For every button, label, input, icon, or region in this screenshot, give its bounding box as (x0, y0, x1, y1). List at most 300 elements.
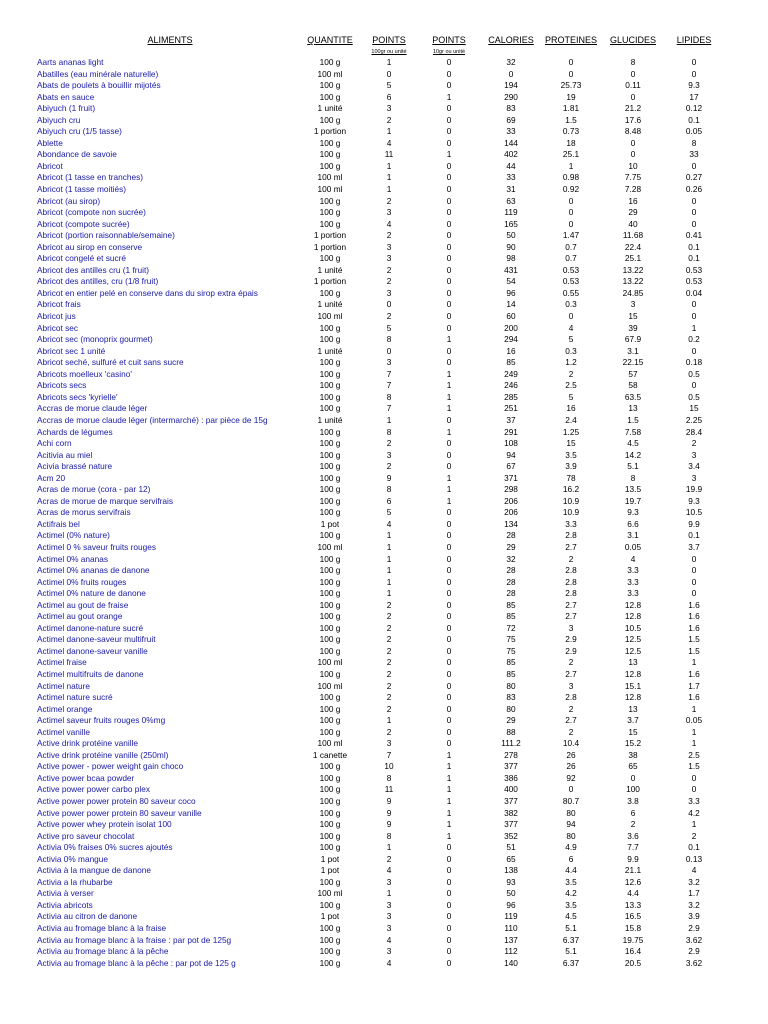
lipides-cell: 1.6 (688, 599, 700, 610)
points-100gr-cell: 2 (386, 599, 392, 610)
glucides-cell: 1.5 (627, 414, 639, 425)
food-name-cell: Activia a la rhubarbe (37, 876, 113, 887)
points-10gr-cell: 1 (446, 830, 452, 841)
glucides-cell: 17.6 (624, 114, 642, 125)
points-10gr-cell: 0 (446, 957, 452, 968)
proteines-cell: 3.5 (565, 899, 577, 910)
lipides-cell: 0 (691, 160, 697, 171)
calories-cell: 110 (504, 923, 518, 934)
points-100gr-cell: 2 (386, 680, 392, 691)
food-name-cell: Actimel 0% nature de danone (37, 588, 146, 599)
quantity-cell: 100 ml (317, 68, 343, 79)
calories-cell: 75 (506, 634, 516, 645)
glucides-cell: 39 (628, 322, 638, 333)
lipides-cell: 33 (689, 149, 699, 160)
calories-cell: 96 (506, 287, 516, 298)
points-10gr-cell: 0 (446, 311, 452, 322)
table-row (0, 842, 768, 854)
proteines-cell: 3.5 (565, 876, 577, 887)
quantity-cell: 100 ml (317, 541, 343, 552)
food-name-cell: Actimel nature sucré (37, 692, 113, 703)
points-10gr-cell: 0 (446, 634, 452, 645)
points-10gr-cell: 0 (446, 160, 452, 171)
lipides-cell: 0.1 (688, 241, 700, 252)
proteines-cell: 0.98 (562, 172, 580, 183)
calories-cell: 134 (504, 518, 518, 529)
quantity-cell: 100 g (319, 692, 341, 703)
calories-cell: 16 (506, 345, 516, 356)
calories-cell: 32 (506, 553, 516, 564)
glucides-cell: 16.5 (624, 911, 642, 922)
points-10gr-cell: 0 (446, 657, 452, 668)
glucides-cell: 15.2 (624, 738, 642, 749)
quantity-cell: 100 g (319, 796, 341, 806)
table-row (0, 911, 768, 923)
points-10gr-cell: 0 (446, 946, 452, 957)
points-10gr-cell: 0 (446, 207, 452, 218)
food-name-cell: Accras de morue claude léger (intermarché) : par pièce de 15g (37, 414, 268, 425)
calories-cell: 31 (506, 184, 516, 195)
proteines-cell: 16 (566, 403, 576, 414)
calories-cell: 85 (506, 657, 516, 668)
table-row (0, 888, 768, 900)
table-row (0, 865, 768, 877)
glucides-cell: 13.22 (622, 264, 644, 275)
table-row (0, 750, 768, 762)
food-name-cell: Activia à verser (37, 888, 94, 899)
quantity-cell: 100 g (319, 57, 341, 67)
glucides-cell: 3.3 (627, 588, 639, 599)
lipides-cell: 0 (691, 553, 697, 564)
table-row (0, 392, 768, 404)
calories-cell: 28 (506, 565, 516, 576)
glucides-cell: 0 (630, 772, 636, 783)
points-10gr-cell: 1 (446, 819, 452, 830)
quantity-cell: 100 g (319, 946, 341, 957)
table-row (0, 738, 768, 750)
points-10gr-cell: 0 (446, 923, 452, 934)
table-row (0, 242, 768, 254)
proteines-cell: 16.2 (562, 484, 580, 495)
points-100gr-cell: 1 (386, 715, 392, 726)
quantity-cell: 100 g (319, 599, 341, 610)
lipides-cell: 1.6 (688, 611, 700, 622)
calories-cell: 377 (504, 819, 518, 830)
quantity-cell: 100 g (319, 899, 341, 910)
points-10gr-cell: 1 (446, 380, 452, 391)
quantity-cell: 1 unité (317, 264, 343, 275)
points-10gr-cell: 0 (446, 80, 452, 91)
points-10gr-cell: 1 (446, 334, 452, 345)
proteines-cell: 3.9 (565, 461, 577, 472)
proteines-cell: 0 (568, 207, 574, 218)
proteines-cell: 3 (568, 680, 574, 691)
table-row (0, 946, 768, 958)
proteines-cell: 5 (568, 334, 574, 345)
calories-cell: 400 (504, 784, 518, 795)
table-row (0, 103, 768, 115)
quantity-cell: 1 pot (320, 853, 340, 864)
calories-cell: 206 (504, 507, 518, 518)
proteines-cell: 2.5 (565, 380, 577, 391)
points-10gr-cell: 1 (446, 403, 452, 414)
lipides-cell: 0 (691, 576, 697, 587)
quantity-cell: 100 g (319, 830, 341, 841)
lipides-cell: 3.62 (685, 934, 703, 945)
calories-cell: 371 (504, 472, 518, 483)
points-10gr-cell: 0 (446, 911, 452, 922)
food-name-cell: Actimel nature (37, 680, 91, 691)
quantity-cell: 100 g (319, 611, 341, 622)
glucides-cell: 7.28 (624, 184, 642, 195)
quantity-cell: 100 g (319, 391, 341, 402)
calories-cell: 67 (506, 461, 516, 472)
proteines-cell: 2.9 (565, 645, 577, 656)
food-name-cell: Abricot en entier pelé en conserve dans du sirop extra épais (37, 287, 258, 298)
table-row (0, 784, 768, 796)
points-10gr-cell: 1 (446, 391, 452, 402)
calories-cell: 108 (504, 438, 518, 449)
lipides-cell: 1.7 (688, 888, 700, 899)
table-row (0, 542, 768, 554)
calories-cell: 72 (506, 622, 516, 633)
food-name-cell: Activia au fromage blanc à la pêche : par pot de 125 g (37, 957, 236, 968)
glucides-cell: 8 (630, 472, 636, 483)
calories-cell: 75 (506, 645, 516, 656)
proteines-cell: 80 (566, 830, 576, 841)
lipides-cell: 9.9 (688, 518, 700, 529)
lipides-cell: 0 (691, 207, 697, 218)
header-proteines: PROTEINES (544, 35, 597, 45)
food-name-cell: Acras de morus servifrais (37, 507, 131, 518)
lipides-cell: 0.26 (685, 184, 703, 195)
points-10gr-cell: 0 (446, 230, 452, 241)
proteines-cell: 10.9 (562, 507, 580, 518)
lipides-cell: 1.6 (688, 668, 700, 679)
points-100gr-cell: 2 (386, 230, 392, 241)
lipides-cell: 0.1 (688, 842, 700, 853)
quantity-cell: 100 g (319, 876, 341, 887)
calories-cell: 386 (504, 772, 518, 783)
glucides-cell: 4 (630, 553, 636, 564)
points-100gr-cell: 3 (386, 207, 392, 218)
points-100gr-cell: 2 (386, 634, 392, 645)
table-row (0, 796, 768, 808)
proteines-cell: 6 (568, 853, 574, 864)
table-row (0, 69, 768, 81)
calories-cell: 119 (504, 911, 518, 922)
proteines-cell: 3 (568, 622, 574, 633)
glucides-cell: 58 (628, 380, 638, 391)
lipides-cell: 0 (691, 311, 697, 322)
proteines-cell: 4 (568, 322, 574, 333)
quantity-cell: 100 g (319, 253, 341, 264)
points-10gr-cell: 0 (446, 287, 452, 298)
glucides-cell: 29 (628, 207, 638, 218)
proteines-cell: 4.9 (565, 842, 577, 853)
glucides-cell: 12.8 (624, 692, 642, 703)
lipides-cell: 0.5 (688, 368, 700, 379)
points-100gr-cell: 2 (386, 195, 392, 206)
food-name-cell: Actimel 0% fruits rouges (37, 576, 127, 587)
proteines-cell: 6.37 (562, 934, 580, 945)
lipides-cell: 0 (691, 195, 697, 206)
glucides-cell: 0.11 (625, 80, 641, 91)
food-name-cell: Abiyuch cru (1/5 tasse) (37, 126, 122, 137)
table-row (0, 692, 768, 704)
calories-cell: 63 (506, 195, 516, 206)
lipides-cell: 0.1 (688, 530, 700, 541)
points-10gr-cell: 0 (446, 645, 452, 656)
proteines-cell: 2.8 (565, 588, 577, 599)
proteines-cell: 2.7 (565, 541, 577, 552)
food-name-cell: Active power power carbo plex (37, 784, 150, 795)
food-name-cell: Actimel fraise (37, 657, 87, 668)
lipides-cell: 3 (691, 472, 697, 483)
lipides-cell: 0 (691, 784, 697, 795)
proteines-cell: 92 (566, 772, 576, 783)
lipides-cell: 0.12 (685, 103, 703, 114)
lipides-cell: 0.1 (688, 114, 700, 125)
lipides-cell: 9.3 (688, 495, 700, 506)
points-10gr-cell: 0 (446, 114, 452, 125)
proteines-cell: 15 (566, 438, 576, 449)
table-row (0, 657, 768, 669)
food-name-cell: Actifrais bel (37, 518, 80, 529)
proteines-cell: 2 (568, 703, 574, 714)
points-100gr-cell: 11 (384, 784, 394, 795)
calories-cell: 402 (504, 149, 518, 160)
lipides-cell: 17 (689, 91, 699, 102)
glucides-cell: 22.15 (622, 357, 644, 368)
quantity-cell: 100 g (319, 449, 341, 460)
food-name-cell: Abats en sauce (37, 91, 95, 102)
quantity-cell: 1 portion (313, 276, 347, 287)
points-100gr-cell: 2 (386, 264, 392, 275)
food-name-cell: Actimel multifruits de danone (37, 668, 144, 679)
points-10gr-cell: 0 (446, 57, 452, 67)
table-row (0, 299, 768, 311)
table-row (0, 727, 768, 739)
quantity-cell: 100 g (319, 357, 341, 368)
calories-cell: 85 (506, 668, 516, 679)
glucides-cell: 0.05 (624, 541, 642, 552)
table-row (0, 92, 768, 104)
points-100gr-cell: 3 (386, 287, 392, 298)
quantity-cell: 100 g (319, 761, 341, 772)
quantity-cell: 100 g (319, 495, 341, 506)
food-name-cell: Abricot (au sirop) (37, 195, 101, 206)
quantity-cell: 100 g (319, 565, 341, 576)
calories-cell: 80 (506, 703, 516, 714)
points-100gr-cell: 1 (386, 126, 392, 137)
points-10gr-cell: 0 (446, 738, 452, 749)
points-100gr-cell: 0 (386, 68, 392, 79)
food-name-cell: Active drink protéine vanille (250ml) (37, 749, 169, 760)
points-100gr-cell: 1 (386, 530, 392, 541)
lipides-cell: 1 (691, 322, 697, 333)
points-100gr-cell: 8 (386, 334, 392, 345)
food-name-cell: Acras de morue de marque servifrais (37, 495, 174, 506)
glucides-cell: 3.3 (627, 565, 639, 576)
quantity-cell: 1 pot (320, 518, 340, 529)
points-10gr-cell: 0 (446, 507, 452, 518)
glucides-cell: 2 (630, 819, 636, 830)
lipides-cell: 28.4 (685, 426, 703, 437)
table-row (0, 172, 768, 184)
calories-cell: 285 (504, 391, 518, 402)
points-10gr-cell: 1 (446, 807, 452, 818)
points-100gr-cell: 8 (386, 391, 392, 402)
proteines-cell: 4.5 (565, 911, 577, 922)
points-10gr-cell: 0 (446, 68, 452, 79)
calories-cell: 144 (504, 137, 518, 148)
proteines-cell: 1.2 (565, 357, 577, 368)
points-10gr-cell: 0 (446, 680, 452, 691)
table-row (0, 380, 768, 392)
glucides-cell: 16 (628, 195, 638, 206)
quantity-cell: 100 g (319, 322, 341, 333)
quantity-cell: 100 g (319, 923, 341, 934)
quantity-cell: 100 g (319, 530, 341, 541)
table-row (0, 530, 768, 542)
proteines-cell: 1.25 (562, 426, 580, 437)
calories-cell: 200 (504, 322, 518, 333)
points-10gr-cell: 1 (446, 426, 452, 437)
points-100gr-cell: 4 (386, 934, 392, 945)
table-row (0, 958, 768, 970)
table-row (0, 681, 768, 693)
points-10gr-cell: 1 (446, 495, 452, 506)
table-row (0, 369, 768, 381)
table-row (0, 80, 768, 92)
points-100gr-cell: 2 (386, 657, 392, 668)
table-row (0, 427, 768, 439)
proteines-cell: 10.4 (562, 738, 580, 749)
points-10gr-cell: 0 (446, 541, 452, 552)
points-10gr-cell: 0 (446, 137, 452, 148)
food-name-cell: Abricots moelleux 'casino' (37, 368, 132, 379)
points-10gr-cell: 0 (446, 865, 452, 876)
points-100gr-cell: 1 (386, 888, 392, 899)
proteines-cell: 0.7 (565, 241, 577, 252)
table-row (0, 877, 768, 889)
lipides-cell: 0.13 (685, 853, 703, 864)
points-100gr-cell: 3 (386, 738, 392, 749)
lipides-cell: 0 (691, 772, 697, 783)
table-row (0, 115, 768, 127)
proteines-cell: 0.53 (562, 276, 580, 287)
quantity-cell: 1 unité (317, 103, 343, 114)
points-100gr-cell: 7 (386, 749, 392, 760)
calories-cell: 33 (506, 126, 516, 137)
points-100gr-cell: 9 (386, 796, 392, 806)
quantity-cell: 100 g (319, 80, 341, 91)
quantity-cell: 100 g (319, 588, 341, 599)
points-10gr-cell: 0 (446, 449, 452, 460)
points-10gr-cell: 1 (446, 784, 452, 795)
quantity-cell: 100 ml (317, 680, 343, 691)
table-row (0, 669, 768, 681)
table-row (0, 519, 768, 531)
calories-cell: 33 (506, 172, 516, 183)
calories-cell: 93 (506, 876, 516, 887)
table-row (0, 819, 768, 831)
points-100gr-cell: 1 (386, 553, 392, 564)
lipides-cell: 1 (691, 726, 697, 737)
food-name-cell: Active power bcaa powder (37, 772, 135, 783)
glucides-cell: 7.58 (624, 426, 642, 437)
lipides-cell: 3.2 (688, 899, 700, 910)
table-row (0, 276, 768, 288)
proteines-cell: 0.3 (565, 299, 577, 310)
quantity-cell: 100 g (319, 507, 341, 518)
quantity-cell: 100 g (319, 91, 341, 102)
food-name-cell: Abricot (1 tasse moitiés) (37, 184, 126, 195)
glucides-cell: 65 (628, 761, 638, 772)
points-10gr-cell: 0 (446, 692, 452, 703)
lipides-cell: 15 (689, 403, 699, 414)
proteines-cell: 1.81 (562, 103, 580, 114)
calories-cell: 138 (504, 865, 518, 876)
glucides-cell: 15.8 (624, 923, 642, 934)
table-row (0, 184, 768, 196)
quantity-cell: 100 g (319, 622, 341, 633)
quantity-cell: 100 g (319, 195, 341, 206)
food-name-cell: Abricot (37, 160, 63, 171)
food-name-cell: Abricot (1 tasse en tranches) (37, 172, 144, 183)
points-10gr-cell: 0 (446, 276, 452, 287)
food-name-cell: Actimel danone-saveur vanille (37, 645, 148, 656)
points-10gr-cell: 0 (446, 668, 452, 679)
points-10gr-cell: 1 (446, 772, 452, 783)
points-10gr-cell: 0 (446, 345, 452, 356)
food-name-cell: Abricot (portion raisonnable/semaine) (37, 230, 175, 241)
glucides-cell: 19.7 (624, 495, 642, 506)
lipides-cell: 0.1 (688, 253, 700, 264)
proteines-cell: 1.5 (565, 114, 577, 125)
quantity-cell: 100 ml (317, 888, 343, 899)
proteines-cell: 0.7 (565, 253, 577, 264)
quantity-cell: 100 g (319, 114, 341, 125)
glucides-cell: 12.5 (624, 634, 642, 645)
table-row (0, 196, 768, 208)
points-100gr-cell: 8 (386, 830, 392, 841)
proteines-cell: 0 (568, 218, 574, 229)
lipides-cell: 2.5 (688, 749, 700, 760)
glucides-cell: 13 (628, 703, 638, 714)
quantity-cell: 100 g (319, 461, 341, 472)
calories-cell: 29 (506, 715, 516, 726)
table-row (0, 450, 768, 462)
points-10gr-cell: 0 (446, 461, 452, 472)
lipides-cell: 0.04 (685, 287, 703, 298)
table-row (0, 334, 768, 346)
lipides-cell: 1 (691, 703, 697, 714)
table-row (0, 900, 768, 912)
points-10gr-cell: 0 (446, 357, 452, 368)
table-row (0, 923, 768, 935)
points-10gr-cell: 1 (446, 484, 452, 495)
proteines-cell: 25.73 (560, 80, 582, 91)
table-row (0, 484, 768, 496)
table-row (0, 357, 768, 369)
food-name-cell: Abatilles (eau minérale naturelle) (37, 68, 159, 79)
food-name-cell: Active power power protein 80 saveur coco (37, 796, 196, 806)
calories-cell: 83 (506, 692, 516, 703)
food-name-cell: Abricot frais (37, 299, 81, 310)
points-10gr-cell: 1 (446, 761, 452, 772)
